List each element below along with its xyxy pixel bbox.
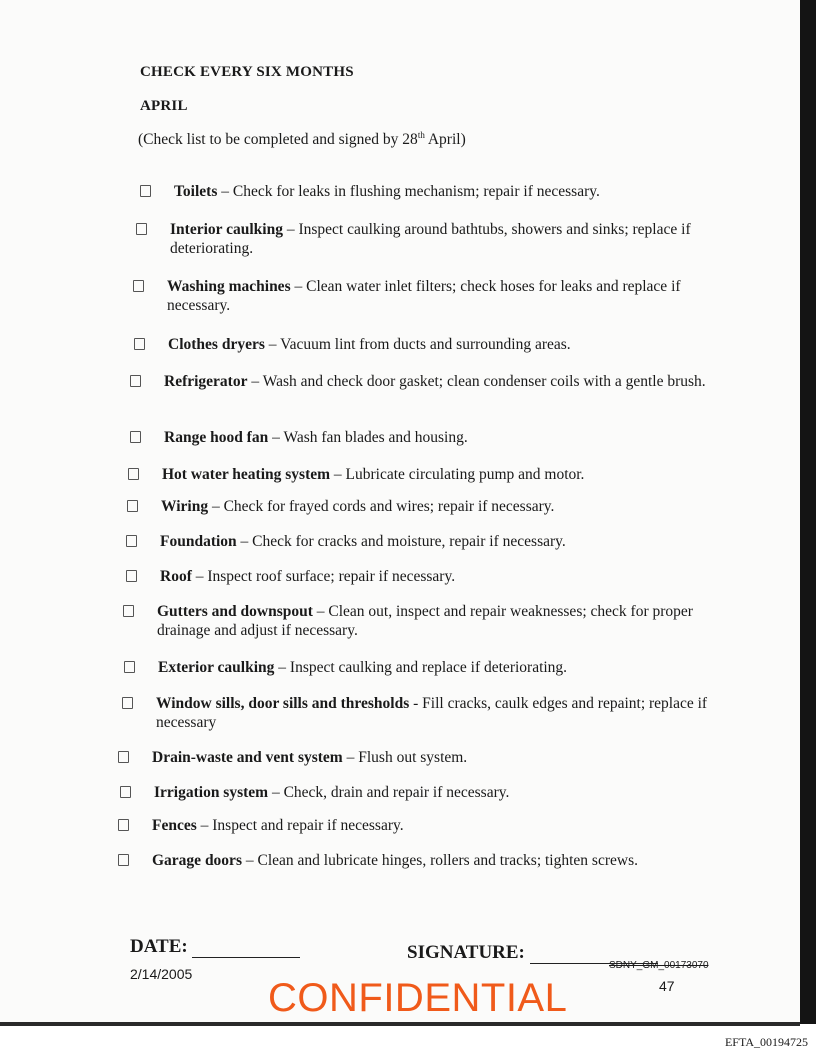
checklist-item-text bbox=[154, 783, 720, 802]
date-field bbox=[130, 936, 300, 958]
checklist-item-description: – Inspect roof surface; repair if necessary. bbox=[191, 568, 456, 585]
checklist-item bbox=[118, 816, 718, 835]
checklist-item-text bbox=[161, 497, 727, 516]
scan-right-edge bbox=[800, 0, 816, 1024]
checklist-item bbox=[123, 602, 723, 640]
checklist-item-description: – Check for frayed cords and wires; repair if necessary. bbox=[208, 498, 555, 515]
checklist-item-title: Fences bbox=[152, 817, 197, 834]
checklist-item-description: – Check, drain and repair if necessary. bbox=[268, 784, 510, 801]
checklist-item bbox=[140, 182, 740, 201]
checkbox-icon[interactable] bbox=[134, 338, 145, 350]
date-line bbox=[192, 957, 300, 958]
checklist-item bbox=[124, 658, 724, 677]
checkbox-icon[interactable] bbox=[140, 185, 151, 197]
intro-text: (Check list to be completed and signed by 28th April) bbox=[138, 130, 466, 149]
checklist-item bbox=[118, 851, 718, 870]
checklist-item-description: – Inspect and repair if necessary. bbox=[196, 817, 404, 834]
confidential-stamp: CONFIDENTIAL bbox=[268, 976, 568, 1020]
checklist-item bbox=[127, 497, 727, 516]
checkbox-icon[interactable] bbox=[126, 570, 137, 582]
efta-id: EFTA_00194725 bbox=[724, 1035, 808, 1049]
checklist-item bbox=[118, 748, 718, 767]
checkbox-icon[interactable] bbox=[130, 431, 141, 443]
checkbox-icon[interactable] bbox=[130, 375, 141, 387]
checklist-item-title: Irrigation system bbox=[154, 784, 269, 801]
checklist-item-title: Toilets bbox=[174, 183, 218, 200]
checklist-item-text bbox=[157, 602, 723, 640]
scan-bottom-edge bbox=[0, 1022, 800, 1026]
checklist-item-title: Wiring bbox=[161, 498, 209, 515]
section-heading: CHECK EVERY SIX MONTHS bbox=[140, 64, 354, 80]
page-number: 47 bbox=[659, 978, 675, 994]
checklist-item-description: – Clean water inlet filters; check hoses for leaks and replace if necessary. bbox=[167, 278, 681, 314]
checklist-item-title: Window sills, door sills and thresholds bbox=[156, 695, 410, 712]
checklist-item-description: - Fill cracks, caulk edges and repaint; replace if necessary bbox=[156, 695, 708, 731]
checkbox-icon[interactable] bbox=[124, 661, 135, 673]
checkbox-icon[interactable] bbox=[128, 468, 139, 480]
checklist-item-title: Interior caulking bbox=[170, 221, 283, 238]
checklist-item bbox=[130, 428, 730, 447]
month-heading: APRIL bbox=[140, 98, 188, 114]
checkbox-icon[interactable] bbox=[127, 500, 138, 512]
checklist-item-title: Hot water heating system bbox=[162, 466, 331, 483]
checklist-item-title: Washing machines bbox=[167, 278, 291, 295]
checklist-item bbox=[134, 335, 734, 354]
checklist-item-title: Range hood fan bbox=[164, 429, 269, 446]
checklist-item-text bbox=[170, 220, 736, 258]
date-label: DATE: bbox=[130, 936, 188, 957]
checklist-item-description: – Check for leaks in flushing mechanism; repair if necessary. bbox=[217, 183, 600, 200]
checklist-item-description: – Lubricate circulating pump and motor. bbox=[330, 466, 585, 483]
checkbox-icon[interactable] bbox=[126, 535, 137, 547]
checklist-item-description: – Wash fan blades and housing. bbox=[268, 429, 468, 446]
checklist-item-title: Exterior caulking bbox=[158, 659, 275, 676]
checklist-item bbox=[120, 783, 720, 802]
checklist-item-text bbox=[156, 694, 722, 732]
checklist-item-text bbox=[162, 465, 728, 484]
checklist-item-text bbox=[164, 372, 730, 391]
checklist-item bbox=[133, 277, 733, 315]
bates-number: SDNY_GM_00173070 bbox=[609, 960, 709, 971]
checklist-item-text bbox=[168, 335, 734, 354]
checklist-item-title: Foundation bbox=[160, 533, 237, 550]
signature-label: SIGNATURE: bbox=[407, 942, 525, 963]
checklist-item-description: – Flush out system. bbox=[342, 749, 468, 766]
checklist-item-text bbox=[167, 277, 733, 315]
checklist-item-text bbox=[174, 182, 740, 201]
checklist-item-text bbox=[152, 816, 718, 835]
checklist-item-text bbox=[152, 851, 718, 870]
checklist-item-description: – Vacuum lint from ducts and surrounding areas. bbox=[264, 336, 571, 353]
footer-date: 2/14/2005 bbox=[130, 966, 193, 982]
checklist-item-text bbox=[158, 658, 724, 677]
checklist-item-description: – Inspect caulking and replace if deteriorating. bbox=[274, 659, 568, 676]
checklist-item bbox=[130, 372, 730, 391]
checklist-item bbox=[128, 465, 728, 484]
checklist-item-text bbox=[160, 532, 726, 551]
checklist-item-title: Garage doors bbox=[152, 852, 242, 869]
checklist-item-title: Clothes dryers bbox=[168, 336, 265, 353]
checklist-item bbox=[126, 532, 726, 551]
checklist-item-title: Gutters and downspout bbox=[157, 603, 313, 620]
checkbox-icon[interactable] bbox=[118, 854, 129, 866]
checklist-item-description: – Check for cracks and moisture, repair if necessary. bbox=[236, 533, 566, 550]
checklist-item-text bbox=[160, 567, 726, 586]
checklist-item bbox=[136, 220, 736, 258]
checklist-item-description: – Wash and check door gasket; clean condenser coils with a gentle brush. bbox=[247, 373, 706, 390]
checklist-item bbox=[122, 694, 722, 732]
checklist-item-title: Roof bbox=[160, 568, 192, 585]
checkbox-icon[interactable] bbox=[123, 605, 134, 617]
checkbox-icon[interactable] bbox=[120, 786, 131, 798]
checklist-item-text bbox=[152, 748, 718, 767]
checklist-item-title: Drain-waste and vent system bbox=[152, 749, 343, 766]
checkbox-icon[interactable] bbox=[118, 751, 129, 763]
checklist-item-description: – Inspect caulking around bathtubs, showers and sinks; replace if deteriorating. bbox=[170, 221, 691, 257]
checklist-item-description: – Clean out, inspect and repair weaknesses; check for proper drainage and adjust if necessary. bbox=[157, 603, 693, 639]
checkbox-icon[interactable] bbox=[118, 819, 129, 831]
checkbox-icon[interactable] bbox=[136, 223, 147, 235]
checklist-item-title: Refrigerator bbox=[164, 373, 248, 390]
checklist-item-text bbox=[164, 428, 730, 447]
checkbox-icon[interactable] bbox=[133, 280, 144, 292]
checklist-item-description: – Clean and lubricate hinges, rollers and tracks; tighten screws. bbox=[241, 852, 638, 869]
checklist-item bbox=[126, 567, 726, 586]
checkbox-icon[interactable] bbox=[122, 697, 133, 709]
